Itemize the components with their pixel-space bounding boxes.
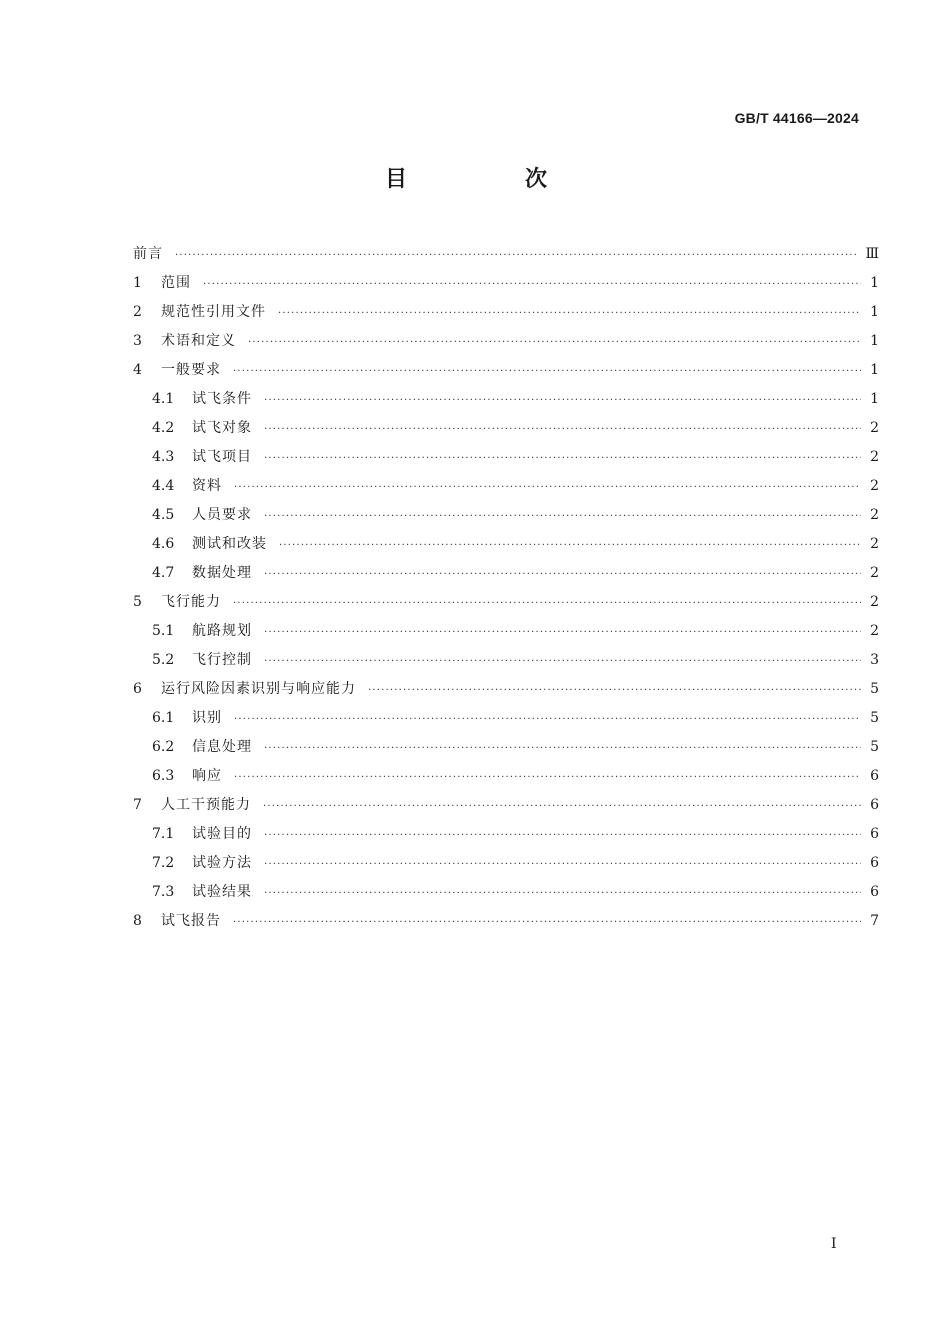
toc-entry-label: 测试和改装 [192,536,267,552]
toc-dot-leader [264,647,861,676]
toc-entry-page: 1 [870,275,879,291]
toc-entry[interactable] [133,240,879,269]
toc-entry-page: 2 [870,478,879,494]
toc-entry-number: 3 [133,333,142,349]
toc-entry[interactable] [133,617,879,646]
toc-entry-number: 4.1 [152,391,175,407]
toc-entry[interactable] [133,356,879,385]
toc-entry-number: 4.7 [152,565,175,581]
toc-dot-leader [233,357,861,386]
toc-dot-leader [248,328,861,357]
toc-dot-leader [263,792,861,821]
toc-entry-page: 5 [870,739,879,755]
toc-entry-number: 1 [133,275,142,291]
toc-entry-label: 术语和定义 [161,333,236,349]
toc-dot-leader [233,908,861,937]
toc-entry-label: 试飞项目 [192,449,252,465]
toc-entry-label: 试验方法 [192,855,252,871]
toc-entry-label: 人工干预能力 [161,797,251,813]
toc-entry-label: 试验结果 [192,884,252,900]
toc-entry[interactable] [133,733,879,762]
toc-entry-page: 2 [870,565,879,581]
toc-entry-label: 信息处理 [192,739,252,755]
toc-entry[interactable] [133,559,879,588]
toc-entry-number: 6 [133,681,142,697]
toc-entry[interactable] [133,472,879,501]
toc-entry-number: 2 [133,304,142,320]
toc-entry[interactable] [133,530,879,559]
toc-entry-number: 6.2 [152,739,175,755]
toc-dot-leader [279,531,861,560]
toc-entry-label: 一般要求 [161,362,221,378]
toc-dot-leader [264,618,861,647]
toc-entry-number: 5.1 [152,623,175,639]
toc-dot-leader [264,386,861,415]
toc-entry[interactable] [133,878,879,907]
toc-entry-number: 6.1 [152,710,175,726]
toc-entry-page: 2 [870,536,879,552]
toc-entry-label: 人员要求 [192,507,252,523]
toc-entry-number: 4.5 [152,507,175,523]
toc-entry[interactable] [133,327,879,356]
toc-entry-label: 试验目的 [192,826,252,842]
toc-entry-page: 6 [870,768,879,784]
toc-entry-number: 7.2 [152,855,175,871]
toc-dot-leader [264,415,861,444]
toc-entry[interactable] [133,675,879,704]
toc-entry-label: 前言 [133,246,163,262]
toc-entry[interactable] [133,443,879,472]
toc-entry-page: 2 [870,420,879,436]
toc-entry-number: 7 [133,797,142,813]
toc-entry-label: 航路规划 [192,623,252,639]
toc-entry-page: 2 [870,594,879,610]
toc-entry-number: 8 [133,913,142,929]
toc-entry-page: 3 [870,652,879,668]
toc-entry[interactable] [133,298,879,327]
toc-entry-page: 1 [870,304,879,320]
toc-dot-leader [264,560,861,589]
toc-entry-number: 4.3 [152,449,175,465]
toc-dot-leader [234,473,861,502]
toc-entry-page: 5 [870,710,879,726]
toc-entry[interactable] [133,501,879,530]
toc-dot-leader [264,821,861,850]
toc-dot-leader [264,879,861,908]
toc-dot-leader [234,705,861,734]
toc-entry-label: 范围 [161,275,191,291]
toc-entry[interactable] [133,414,879,443]
toc-entry[interactable] [133,907,879,936]
toc-entry-label: 运行风险因素识别与响应能力 [161,681,356,697]
toc-entry-page: 2 [870,449,879,465]
toc-entry-label: 资料 [192,478,222,494]
toc-entry-page: 7 [870,913,879,929]
toc-dot-leader [234,763,861,792]
toc-entry-label: 飞行能力 [161,594,221,610]
toc-dot-leader [278,299,861,328]
toc-entry-number: 5 [133,594,142,610]
toc-entry-page: 5 [870,681,879,697]
toc-entry[interactable] [133,385,879,414]
toc-entry[interactable] [133,704,879,733]
toc-entry-page: 6 [870,797,879,813]
toc-entry-page: 2 [870,623,879,639]
toc-dot-leader [264,734,861,763]
toc-dot-leader [264,444,861,473]
footer-page-number: Ⅰ [831,1236,837,1252]
toc-entry-page: 6 [870,826,879,842]
toc-dot-leader [368,676,861,705]
toc-entry-page: 1 [870,362,879,378]
toc-entry-label: 试飞条件 [192,391,252,407]
toc-entry-number: 4.2 [152,420,175,436]
toc-entry-number: 4.6 [152,536,175,552]
toc-entry-number: 5.2 [152,652,175,668]
toc-entry-label: 识别 [192,710,222,726]
toc-entry-label: 数据处理 [192,565,252,581]
table-of-contents [133,240,879,936]
toc-entry-number: 7.3 [152,884,175,900]
toc-entry[interactable] [133,646,879,675]
toc-entry-number: 7.1 [152,826,175,842]
toc-entry[interactable] [133,849,879,878]
toc-entry-label: 飞行控制 [192,652,252,668]
toc-entry[interactable] [133,762,879,791]
toc-entry-label: 规范性引用文件 [161,304,266,320]
toc-dot-leader [175,241,857,270]
toc-dot-leader [264,850,861,879]
page-title: 目 次 [384,167,595,192]
toc-entry-page: 1 [870,391,879,407]
toc-dot-leader [203,270,861,299]
toc-entry-page: Ⅲ [865,246,879,262]
toc-entry[interactable] [133,269,879,298]
toc-entry-number: 4 [133,362,142,378]
toc-entry[interactable] [133,820,879,849]
toc-entry-label: 试飞报告 [161,913,221,929]
toc-entry[interactable] [133,791,879,820]
toc-entry-page: 6 [870,855,879,871]
toc-entry[interactable] [133,588,879,617]
toc-entry-page: 6 [870,884,879,900]
toc-entry-label: 试飞对象 [192,420,252,436]
toc-entry-label: 响应 [192,768,222,784]
standard-code: GB/T 44166—2024 [734,110,859,126]
toc-dot-leader [233,589,861,618]
toc-entry-number: 6.3 [152,768,175,784]
toc-entry-page: 2 [870,507,879,523]
toc-entry-number: 4.4 [152,478,175,494]
toc-dot-leader [264,502,861,531]
toc-entry-page: 1 [870,333,879,349]
